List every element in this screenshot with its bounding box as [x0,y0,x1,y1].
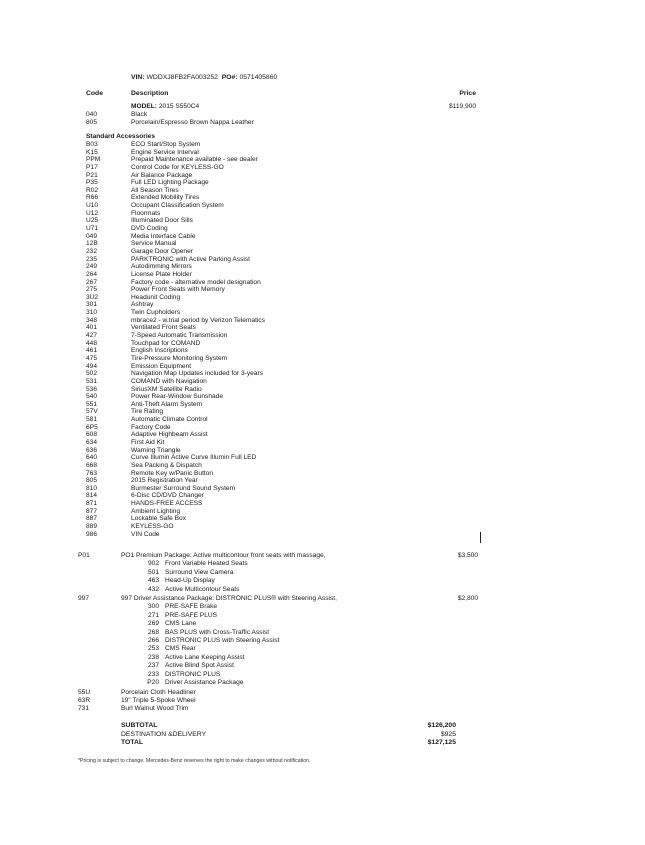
accessory-description: Control Code for KEYLESS-GO [131,163,224,171]
accessory-description: Floormats [131,209,161,217]
accessory-description: Automatic Climate Control [131,416,208,424]
accessory-description: Burmester Surround Sound System [131,484,236,492]
package-item-description: Driver Assistance Package [165,678,244,686]
package-item-row [78,662,478,670]
accessory-row [86,164,446,172]
package-driver-assistance [78,595,478,687]
accessory-row [86,279,446,287]
package-item-row [78,645,478,653]
package-item-code: 269 [147,620,159,628]
accessory-code: U12 [86,209,99,217]
vin-label: VIN: [131,74,145,81]
accessory-description: 6-Disc CD/DVD Changer [131,492,204,500]
model-label: MODEL: [131,103,158,110]
accessory-code: 6P5 [86,423,98,431]
accessory-description: Curve Illumin Active Curve Illumin Full LED [131,454,257,462]
package-item-row [78,577,478,585]
accessory-row [86,378,446,386]
accessory-code: 494 [86,362,98,370]
package-description: PO1 Premium Package: Active multicontour front seats with massage, [121,552,326,559]
accessory-code: 986 [86,530,98,538]
accessory-description: First Aid Kit [131,438,165,446]
model-line [131,103,199,111]
accessory-row [86,225,446,233]
accessory-description: 7-Speed Automatic Transmission [131,332,228,340]
package-item-code: 253 [147,645,159,653]
option-description: 19" Triple 5-Spoke Wheel [121,696,196,704]
accessory-row [86,462,446,470]
accessory-code: U71 [86,225,99,233]
accessory-row [86,202,446,210]
option-code: 55U [78,689,91,696]
option-row [78,697,378,705]
totals-block [121,722,456,748]
column-header-price: Price [459,90,476,97]
accessory-code: 871 [86,500,98,508]
accessory-description: Factory code - alternative model designation [131,278,261,286]
accessory-description: Ventilated Front Seats [131,324,196,332]
accessory-code: 634 [86,438,98,446]
accessory-description: ECO Start/Stop System [131,141,201,148]
accessory-description: COMAND with Navigation [131,377,207,385]
accessory-row [86,424,446,432]
package-item-row [78,637,478,645]
accessory-description: Adaptive Highbeam Assist [131,431,208,439]
destination-row [121,731,456,740]
po-label: PO#: [221,74,238,81]
accessory-code: 581 [86,416,98,424]
accessory-code: 3U2 [86,293,99,301]
package-item-code: 268 [147,628,159,636]
accessory-code: R66 [86,194,99,202]
accessory-row [86,217,446,225]
accessory-code: 310 [86,309,98,317]
accessory-code: 540 [86,393,98,401]
package-code: P01 [78,552,90,559]
accessory-row [86,470,446,478]
package-item-description: CMS Lane [165,620,197,628]
accessory-description: Lockable Safe Box [131,515,186,523]
column-header-code: Code [86,90,103,97]
accessory-row [86,416,446,424]
accessory-description: Power Front Seats with Memory [131,286,225,294]
accessory-row [86,347,446,355]
accessory-row [86,386,446,394]
accessory-code: 531 [86,377,98,385]
package-item-row [78,620,478,628]
accessory-description: Ashtray [131,301,154,309]
accessory-code: 887 [86,515,98,523]
accessory-description: 2015 Registration Year [131,477,198,485]
accessory-description: Sea Packing & Dispatch [131,461,202,469]
package-item-description: Active Lane Keeping Assist [165,653,245,661]
accessory-code: 551 [86,400,98,408]
accessory-description: DVD Coding [131,225,168,233]
package-item-row [78,629,478,637]
accessory-description: VIN Code [131,530,160,538]
accessory-description: Ambient Lighting [131,507,181,515]
accessory-row [86,447,446,455]
accessory-description: Garage Door Opener [131,247,193,255]
package-item-row [78,612,478,620]
option-description: Porcelain Cloth Headliner [121,689,196,696]
accessory-description: Illuminated Door Sills [131,217,193,225]
accessory-code: 57V [86,408,98,416]
accessory-row [86,240,446,248]
accessory-row [86,187,446,195]
accessory-code: 608 [86,431,98,439]
accessory-row [86,454,446,462]
accessory-description: Service Manual [131,240,177,248]
total-row [121,739,456,748]
package-item-description: Head-Up Display [165,577,215,585]
vin-line [131,74,277,81]
accessory-description: Air Balance Package [131,171,193,179]
accessory-code: 235 [86,255,98,263]
total-label: TOTAL [121,739,144,747]
accessory-code: 264 [86,270,98,278]
accessory-description: Emission Equipment [131,362,192,370]
accessory-row [86,431,446,439]
pricing-footnote: *Pricing is subject to change. Mercedes-Benz reserves the right to make changes without notification. [78,758,311,764]
package-item-row [78,569,478,577]
subtotal-value: $126,200 [427,722,456,729]
accessory-code: 636 [86,446,98,454]
package-item-code: 300 [147,603,159,611]
package-item-code: 271 [147,611,159,619]
accessory-description: Prepaid Maintenance available - see dealer [131,156,258,164]
standard-accessories-title: Standard Accessories [86,133,156,140]
accessory-code: 763 [86,469,98,477]
accessory-code: 232 [86,247,98,255]
package-item-code: 463 [147,577,159,585]
accessory-description: mbrace2 - w.trial period by Verizon Telematics [131,316,266,324]
accessory-description: Autodimming Mirrors [131,263,192,271]
accessory-row [86,248,446,256]
accessory-description: Warning Triangle [131,446,181,454]
accessory-code: R02 [86,186,99,194]
accessory-code: 267 [86,278,98,286]
accessory-row [86,401,446,409]
accessory-row [86,172,446,180]
accessory-code: 12B [86,240,98,248]
po-value: 0571405860 [239,74,278,81]
package-row [78,552,478,560]
package-item-description: PRE-SAFE PLUS [165,611,218,619]
accessory-description: Tire Rating [131,408,164,416]
package-code: 997 [78,595,90,602]
package-item-code: 501 [147,568,159,576]
subtotal-row [121,722,456,731]
accessory-row [86,156,446,164]
accessory-code: P21 [86,171,98,179]
package-row [78,595,478,603]
accessory-description: Navigation Map Updates included for 3-years [131,370,263,378]
accessory-code: 448 [86,339,98,347]
accessory-code: U25 [86,217,99,225]
package-item-row [78,560,478,568]
accessory-row [86,393,446,401]
package-item-description: DISTRONIC PLUS [165,670,221,678]
options-list [78,689,378,713]
accessory-code: 275 [86,286,98,294]
accessory-code: 475 [86,354,98,362]
accessory-description: Factory Code [131,423,171,431]
model-row-description: Black [131,111,148,118]
package-item-row [78,603,478,611]
accessory-description: Extended Mobility Tires [131,194,200,202]
accessory-description: English Inscriptions [131,347,188,355]
destination-value: $925 [440,730,456,738]
package-item-code: 237 [147,662,159,670]
accessory-row [86,179,446,187]
package-item-description: Active Multicontour Seats [165,585,240,593]
model-row-code: 040 [86,111,98,118]
option-row [78,705,378,713]
accessory-row [86,485,446,493]
package-description: 997 Driver Assistance Package: DISTRONIC PLUS® with Steering Assist, [121,595,337,602]
package-item-description: PRE-SAFE Brake [165,603,218,611]
accessory-description: KEYLESS-GO [131,523,174,531]
accessory-row [86,531,446,539]
accessory-row [86,301,446,309]
package-item-code: 432 [147,585,159,593]
accessory-row [86,324,446,332]
accessory-description: HANDS-FREE ACCESS [131,500,203,508]
package-item-code: 233 [147,670,159,678]
accessory-row [86,210,446,218]
package-item-description: Surround View Camera [165,568,234,576]
package-item-description: Front Variable Heated Seats [165,560,248,568]
package-item-code: 902 [147,560,159,568]
column-header-description: Description [131,90,169,97]
accessory-row [86,332,446,340]
accessory-code: 814 [86,492,98,500]
package-item-description: CMS Rear [165,645,196,653]
model-value: 2015 S550C4 [158,103,200,110]
accessory-description: License Plate Holder [131,270,192,278]
accessory-description: Remote Key w/Panic Button [131,469,214,477]
accessory-code: 810 [86,484,98,492]
accessory-code: 889 [86,523,98,531]
accessory-code: 461 [86,347,98,355]
accessory-code: 805 [86,477,98,485]
accessory-row [86,271,446,279]
accessory-row [86,149,446,157]
accessory-code: 049 [86,232,98,240]
package-item-row [78,671,478,679]
accessory-row [86,477,446,485]
package-item-row [78,586,478,594]
accessory-description: Media Interface Cable [131,232,196,240]
subtotal-label: SUBTOTAL [121,722,158,729]
package-price: $3,500 [457,552,478,559]
accessory-row [86,233,446,241]
accessory-row [86,408,446,416]
package-item-description: Active Blind Spot Assist [165,662,234,670]
accessory-code: 668 [86,461,98,469]
accessory-row [86,355,446,363]
package-item-code: 266 [147,636,159,644]
accessory-description: SiriusXM Satellite Radio [131,385,202,393]
package-premium [78,552,478,594]
accessory-code: P35 [86,179,98,187]
accessory-row [86,141,446,149]
accessory-code: 640 [86,454,98,462]
accessory-row [86,500,446,508]
option-code: 731 [78,704,90,712]
package-price: $2,800 [457,595,478,602]
accessory-code: 401 [86,324,98,332]
accessory-row [86,508,446,516]
accessory-description: All Season Tires [131,186,179,194]
accessory-code: P17 [86,163,98,171]
model-row-description: Porcelain/Espresso Brown Nappa Leather [131,119,254,126]
accessory-row [86,286,446,294]
option-description: Burl Walnut Wood Trim [121,704,189,712]
accessory-row [86,256,446,264]
accessory-row [86,294,446,302]
accessory-code: PPM [86,156,101,164]
total-value: $127,125 [427,739,456,747]
accessory-code: 249 [86,263,98,271]
accessory-row [86,309,446,317]
package-item-row [78,654,478,662]
standard-accessories-list [86,141,446,538]
option-code: 63R [78,696,91,704]
accessory-description: Engine Service Interval [131,148,199,156]
package-item-code: 238 [147,653,159,661]
accessory-code: B03 [86,141,98,148]
accessory-code: 427 [86,332,98,340]
accessory-description: Touchpad for COMAND [131,339,201,347]
option-row [78,689,378,697]
package-item-code: P20 [147,678,159,686]
accessory-description: Twin Cupholders [131,309,181,317]
accessory-row [86,340,446,348]
accessory-code: U10 [86,202,99,210]
accessory-row [86,317,446,325]
accessory-row [86,523,446,531]
model-row-code: 805 [86,119,98,126]
accessory-code: 348 [86,316,98,324]
destination-label: DESTINATION &DELIVERY [121,730,207,738]
accessory-row [86,439,446,447]
text-cursor-icon [480,532,481,543]
accessory-code: K15 [86,148,98,156]
model-price: $119,900 [448,103,476,110]
accessory-code: 502 [86,370,98,378]
accessory-description: PARKTRONIC with Active Parking Assist [131,255,250,263]
accessory-description: Occupant Classification System [131,202,224,210]
accessory-code: 301 [86,301,98,309]
accessory-description: Headunit Coding [131,293,181,301]
accessory-description: Tire-Pressure Monitoring System [131,354,228,362]
accessory-row [86,194,446,202]
package-item-row [78,679,478,687]
vin-value: WDDXJ8FB2FA003252 [146,74,218,81]
accessory-row [86,515,446,523]
package-item-description: DISTRONIC PLUS with Steering Assist [165,636,280,644]
accessory-description: Full LED Lighting Package [131,179,209,187]
accessory-row [86,363,446,371]
accessory-description: Power Rear-Window Sunshade [131,393,223,401]
accessory-code: 877 [86,507,98,515]
accessory-row [86,492,446,500]
accessory-row [86,370,446,378]
accessory-row [86,263,446,271]
accessory-description: Anti-Theft Alarm System [131,400,203,408]
accessory-code: 536 [86,385,98,393]
package-item-description: BAS PLUS with Cross-Traffic Assist [165,628,270,636]
